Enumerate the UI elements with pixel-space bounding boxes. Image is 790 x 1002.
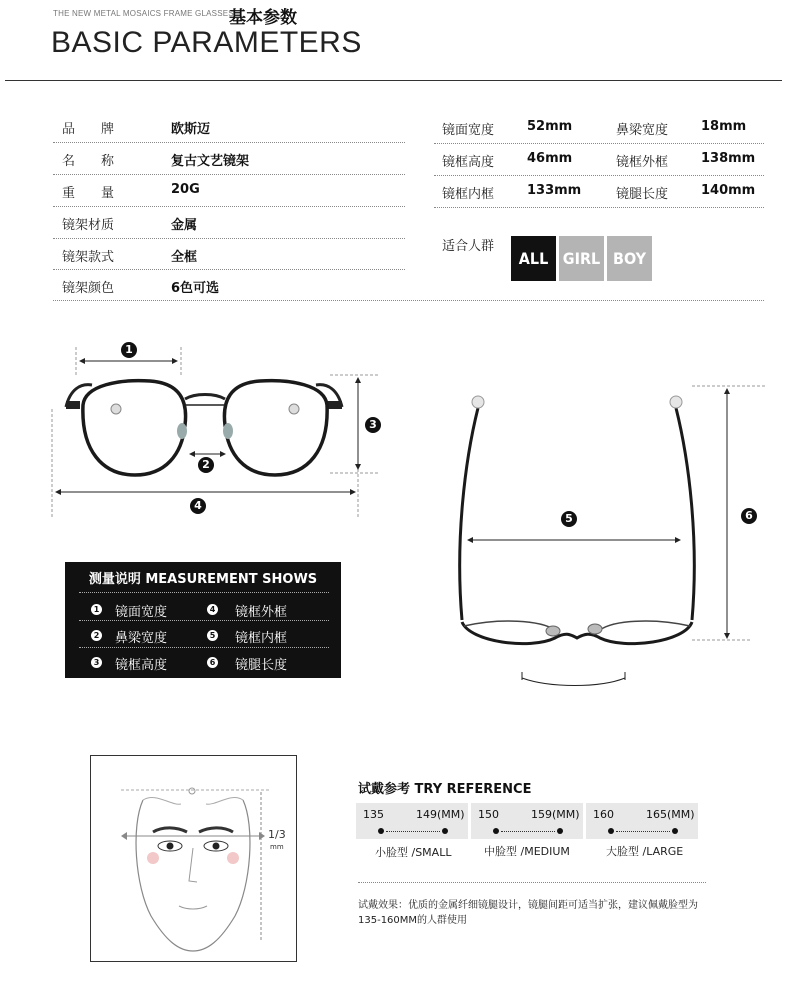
param-label: 品 牌 (62, 122, 115, 137)
range-dot (608, 828, 614, 834)
param-value: 52mm (527, 119, 573, 134)
param-label: 重 量 (62, 186, 115, 201)
legend-num: 3 (91, 657, 102, 668)
param-label: 镜腿长度 (616, 187, 669, 202)
legend-num: 5 (207, 630, 218, 641)
size-caption-large: 大脸型 /LARGE (606, 845, 684, 858)
range-line (386, 831, 440, 832)
param-value: 复古文艺镜架 (171, 154, 250, 169)
param-value: 18mm (701, 119, 747, 134)
row-divider (53, 238, 405, 239)
legend-divider (79, 592, 329, 593)
face-unit: mm (270, 843, 284, 851)
header-title-cn: 基本参数 (229, 8, 297, 28)
face-ratio: 1/3 (268, 828, 286, 841)
size-to: 149(MM) (416, 808, 465, 821)
legend-num: 4 (207, 604, 218, 615)
range-dot (672, 828, 678, 834)
param-label: 镜架款式 (62, 250, 115, 265)
marker-4: 4 (190, 498, 206, 514)
param-value: 138mm (701, 151, 756, 166)
measurement-legend (65, 562, 341, 678)
tag-girl: GIRL (559, 236, 604, 281)
glasses-front-diagram (40, 335, 380, 520)
row-divider (53, 142, 405, 143)
tag-all: ALL (511, 236, 556, 281)
table-bottom-divider (53, 300, 764, 301)
param-value: 140mm (701, 183, 756, 198)
legend-text: 镜腿长度 (235, 658, 288, 673)
range-dot (557, 828, 563, 834)
tag-boy: BOY (607, 236, 652, 281)
size-medium (471, 803, 583, 839)
size-small (356, 803, 468, 839)
legend-text: 鼻梁宽度 (115, 631, 168, 646)
size-from: 150 (478, 808, 499, 821)
param-value: 欧斯迈 (171, 122, 211, 137)
param-label: 鼻梁宽度 (616, 123, 669, 138)
face-sketch-frame (90, 755, 297, 962)
try-divider (358, 882, 706, 883)
header-subtitle: THE NEW METAL MOSAICS FRAME GLASSES (53, 9, 234, 18)
marker-1: 1 (121, 342, 137, 358)
legend-text: 镜面宽度 (115, 605, 168, 620)
legend-num: 1 (91, 604, 102, 615)
param-value: 20G (171, 182, 200, 197)
param-value: 46mm (527, 151, 573, 166)
marker-6: 6 (741, 508, 757, 524)
measurement-title: 测量说明 MEASUREMENT SHOWS (88, 572, 318, 587)
legend-num: 6 (207, 657, 218, 668)
legend-text: 镜框外框 (235, 605, 288, 620)
legend-text: 镜框高度 (115, 658, 168, 673)
try-note: 试戴效果：优质的金属纤细镜腿设计，镜腿间距可适当扩张，建议佩戴脸型为135-160MM的人群使用 (358, 900, 698, 926)
row-divider (53, 206, 405, 207)
legend-num: 2 (91, 630, 102, 641)
param-value: 金属 (171, 218, 198, 233)
row-divider (434, 143, 764, 144)
header-title: BASIC PARAMETERS (51, 26, 362, 59)
marker-5: 5 (561, 511, 577, 527)
param-label: 名 称 (62, 154, 115, 169)
marker-3: 3 (365, 417, 381, 433)
row-divider (53, 269, 405, 270)
param-label: 镜架颜色 (62, 281, 115, 296)
face-sketch (91, 756, 296, 961)
param-value: 全框 (171, 250, 198, 265)
audience-label: 适合人群 (442, 239, 495, 254)
size-to: 165(MM) (646, 808, 695, 821)
header-divider (5, 80, 782, 81)
param-label: 镜架材质 (62, 218, 115, 233)
param-label: 镜框高度 (442, 155, 495, 170)
legend-divider (79, 620, 329, 621)
param-value: 6色可选 (171, 281, 220, 296)
legend-divider (79, 647, 329, 648)
range-dot (442, 828, 448, 834)
param-value: 133mm (527, 183, 582, 198)
row-divider (434, 175, 764, 176)
range-dot (493, 828, 499, 834)
size-caption-small: 小脸型 /SMALL (375, 846, 452, 859)
row-divider (434, 207, 764, 208)
param-label: 镜框内框 (442, 187, 495, 202)
try-reference-title: 试戴参考 TRY REFERENCE (358, 782, 532, 797)
legend-text: 镜框内框 (235, 631, 288, 646)
size-caption-medium: 中脸型 /MEDIUM (484, 845, 570, 858)
param-label: 镜面宽度 (442, 123, 495, 138)
glasses-top-diagram (440, 380, 780, 690)
size-large (586, 803, 698, 839)
param-label: 镜框外框 (616, 155, 669, 170)
size-from: 160 (593, 808, 614, 821)
row-divider (53, 174, 405, 175)
size-to: 159(MM) (531, 808, 580, 821)
range-dot (378, 828, 384, 834)
marker-2: 2 (198, 457, 214, 473)
range-line (501, 831, 555, 832)
size-from: 135 (363, 808, 384, 821)
range-line (616, 831, 670, 832)
